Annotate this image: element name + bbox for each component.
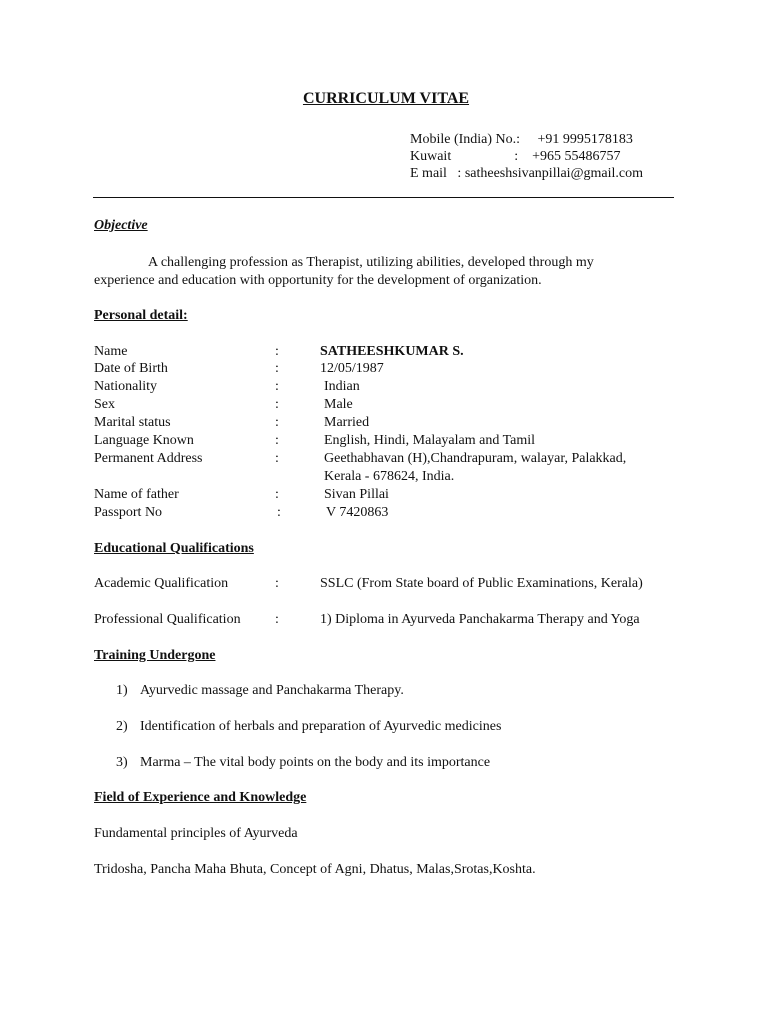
personal-value-sex: Male	[324, 397, 353, 412]
personal-value-address-line-1: Geethabhavan (H),Chandrapuram, walayar, Palakkad,	[324, 451, 627, 466]
personal-label-marital: Marital status	[94, 415, 171, 430]
professional-value: 1) Diploma in Ayurveda Panchakarma Therapy and Yoga	[320, 612, 640, 627]
personal-sep-passport: :	[277, 505, 281, 520]
personal-label-passport: Passport No	[94, 505, 163, 520]
personal-label-dob: Date of Birth	[94, 361, 168, 376]
academic-label: Academic Qualification	[94, 576, 229, 591]
personal-sep-father: :	[275, 487, 279, 502]
experience-line-1: Fundamental principles of Ayurveda	[94, 826, 298, 841]
contact-mobile: Mobile (India) No.: +91 9995178183	[410, 132, 633, 147]
personal-label-father: Name of father	[94, 487, 179, 502]
professional-label: Professional Qualification	[94, 612, 241, 627]
professional-sep: :	[275, 612, 279, 627]
personal-value-nationality: Indian	[324, 379, 360, 394]
academic-value: SSLC (From State board of Public Examinations, Kerala)	[320, 576, 643, 591]
personal-label-language: Language Known	[94, 433, 194, 448]
personal-sep-name: :	[275, 344, 279, 359]
objective-line-2: experience and education with opportunity for the development of organization.	[94, 273, 542, 288]
personal-value-address-line-2: Kerala - 678624, India.	[324, 469, 455, 484]
personal-value-marital: Married	[324, 415, 370, 430]
experience-heading: Field of Experience and Knowledge	[94, 790, 307, 805]
experience-line-2: Tridosha, Pancha Maha Bhuta, Concept of Agni, Dhatus, Malas,Srotas,Koshta.	[94, 862, 536, 877]
header-divider	[93, 197, 674, 198]
personal-sep-language: :	[275, 433, 279, 448]
personal-sep-sex: :	[275, 397, 279, 412]
training-item-number: 3)	[116, 755, 128, 770]
academic-sep: :	[275, 576, 279, 591]
personal-sep-address: :	[275, 451, 279, 466]
personal-label-name: Name	[94, 344, 128, 359]
personal-value-passport: V 7420863	[326, 505, 389, 520]
personal-label-address: Permanent Address	[94, 451, 203, 466]
training-item: Marma – The vital body points on the body and its importance	[140, 755, 491, 770]
personal-sep-nationality: :	[275, 379, 279, 394]
contact-kuwait: Kuwait : +965 55486757	[410, 149, 621, 164]
training-heading: Training Undergone	[94, 648, 216, 663]
training-item-number: 2)	[116, 719, 128, 734]
training-item: Ayurvedic massage and Panchakarma Therapy.	[140, 683, 404, 698]
personal-sep-marital: :	[275, 415, 279, 430]
objective-heading: Objective	[94, 218, 148, 233]
personal-value-dob: 12/05/1987	[320, 361, 384, 376]
personal-value-name: SATHEESHKUMAR S.	[320, 344, 464, 359]
personal-label-nationality: Nationality	[94, 379, 157, 394]
personal-sep-dob: :	[275, 361, 279, 376]
personal-value-language: English, Hindi, Malayalam and Tamil	[324, 433, 536, 448]
personal-detail-heading: Personal detail:	[94, 308, 188, 323]
training-item: Identification of herbals and preparation of Ayurvedic medicines	[140, 719, 502, 734]
document-title: CURRICULUM VITAE	[302, 90, 470, 107]
personal-label-sex: Sex	[94, 397, 115, 412]
personal-value-father: Sivan Pillai	[324, 487, 389, 502]
education-heading: Educational Qualifications	[94, 541, 254, 556]
training-item-number: 1)	[116, 683, 128, 698]
contact-email: E mail : satheeshsivanpillai@gmail.com	[410, 166, 643, 181]
objective-line-1: A challenging profession as Therapist, utilizing abilities, developed through my	[148, 255, 594, 270]
